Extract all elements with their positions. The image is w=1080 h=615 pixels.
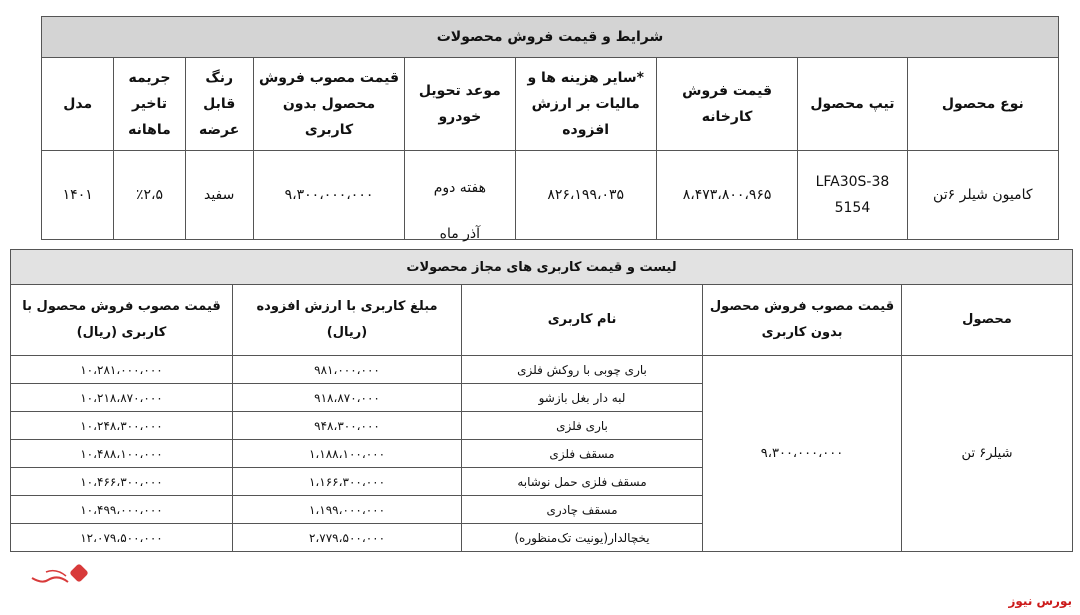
cell-usage-name: مسقف فلزی حمل نوشابه xyxy=(462,468,703,496)
header-model: مدل xyxy=(42,58,114,151)
cell-other-costs: ۸۲۶،۱۹۹،۰۳۵ xyxy=(515,151,656,240)
cell-usage-amount: ۹۱۸،۸۷۰،۰۰۰ xyxy=(233,384,462,412)
header-penalty: جریمه تاخیر ماهانه xyxy=(114,58,185,151)
usage-title: لیست و قیمت کاربری های مجاز محصولات xyxy=(11,250,1073,285)
conditions-title: شرایط و قیمت فروش محصولات xyxy=(42,17,1059,58)
header-delivery: موعد تحویل خودرو xyxy=(405,58,515,151)
header-product: محصول xyxy=(902,285,1073,356)
usage-table xyxy=(10,249,1073,552)
conditions-table-wrapper xyxy=(0,0,1080,245)
cell-product: شیلر۶ تن xyxy=(902,356,1073,552)
header-approved-price: قیمت مصوب فروش محصول بدون کاربری xyxy=(253,58,404,151)
usage-rows xyxy=(11,356,1073,552)
cell-usage-amount: ۱،۱۶۶،۳۰۰،۰۰۰ xyxy=(233,468,462,496)
bourse-news-logo xyxy=(28,560,108,590)
cell-final-price: ۱۰،۴۹۹،۰۰۰،۰۰۰ xyxy=(11,496,233,524)
cell-usage-name: مسقف چادری xyxy=(462,496,703,524)
conditions-table xyxy=(41,16,1059,240)
header-final-price: قیمت مصوب فروش محصول با کاربری (ریال) xyxy=(11,285,233,356)
delivery-month: آذر ماه xyxy=(439,226,481,242)
cell-model: ۱۴۰۱ xyxy=(42,151,114,240)
header-usage-amount: مبلغ کاربری با ارزش افزوده (ریال) xyxy=(233,285,462,356)
cell-final-price: ۱۰،۴۸۸،۱۰۰،۰۰۰ xyxy=(11,440,233,468)
cell-product-tip: LFA30S-38 5154 xyxy=(798,151,907,240)
cell-final-price: ۱۰،۲۸۱،۰۰۰،۰۰۰ xyxy=(11,356,233,384)
header-usage-name: نام کاربری xyxy=(462,285,703,356)
source-credit: بورس نیوز xyxy=(1008,594,1072,608)
cell-usage-amount: ۹۴۸،۳۰۰،۰۰۰ xyxy=(233,412,462,440)
cell-color: سفید xyxy=(185,151,253,240)
cell-final-price: ۱۰،۲۱۸،۸۷۰،۰۰۰ xyxy=(11,384,233,412)
header-product-type: نوع محصول xyxy=(907,58,1058,151)
delivery-week: هفته دوم xyxy=(433,180,486,196)
header-product-tip: تیپ محصول xyxy=(798,58,907,151)
cell-approved-price-no-usage: ۹،۳۰۰،۰۰۰،۰۰۰ xyxy=(703,356,902,552)
cell-penalty: ٪۲،۵ xyxy=(114,151,185,240)
cell-usage-amount: ۹۸۱،۰۰۰،۰۰۰ xyxy=(233,356,462,384)
cell-usage-name: یخچالدار(یونیت تک‌منظوره) xyxy=(462,524,703,552)
cell-delivery xyxy=(405,151,515,240)
cell-usage-amount: ۱،۱۸۸،۱۰۰،۰۰۰ xyxy=(233,440,462,468)
header-approved-price-no-usage: قیمت مصوب فروش محصول بدون کاربری xyxy=(703,285,902,356)
cell-final-price: ۱۰،۲۴۸،۳۰۰،۰۰۰ xyxy=(11,412,233,440)
header-color: رنگ قابل عرضه xyxy=(185,58,253,151)
header-other-costs: *سایر هزینه ها و مالیات بر ارزش افزوده xyxy=(515,58,656,151)
header-factory-price: قیمت فروش کارخانه xyxy=(656,58,797,151)
cell-usage-amount: ۲،۷۷۹،۵۰۰،۰۰۰ xyxy=(233,524,462,552)
cell-final-price: ۱۰،۴۶۶،۳۰۰،۰۰۰ xyxy=(11,468,233,496)
cell-product-type: کامیون شیلر ۶تن xyxy=(907,151,1058,240)
cell-final-price: ۱۲،۰۷۹،۵۰۰،۰۰۰ xyxy=(11,524,233,552)
table-row xyxy=(11,356,1073,384)
cell-usage-amount: ۱،۱۹۹،۰۰۰،۰۰۰ xyxy=(233,496,462,524)
cell-usage-name: مسقف فلزی xyxy=(462,440,703,468)
cell-approved-price: ۹،۳۰۰،۰۰۰،۰۰۰ xyxy=(253,151,404,240)
cell-usage-name: باری فلزی xyxy=(462,412,703,440)
cell-factory-price: ۸،۴۷۳،۸۰۰،۹۶۵ xyxy=(656,151,797,240)
cell-usage-name: لبه دار بغل بازشو xyxy=(462,384,703,412)
cell-usage-name: باری چوبی با روکش فلزی xyxy=(462,356,703,384)
